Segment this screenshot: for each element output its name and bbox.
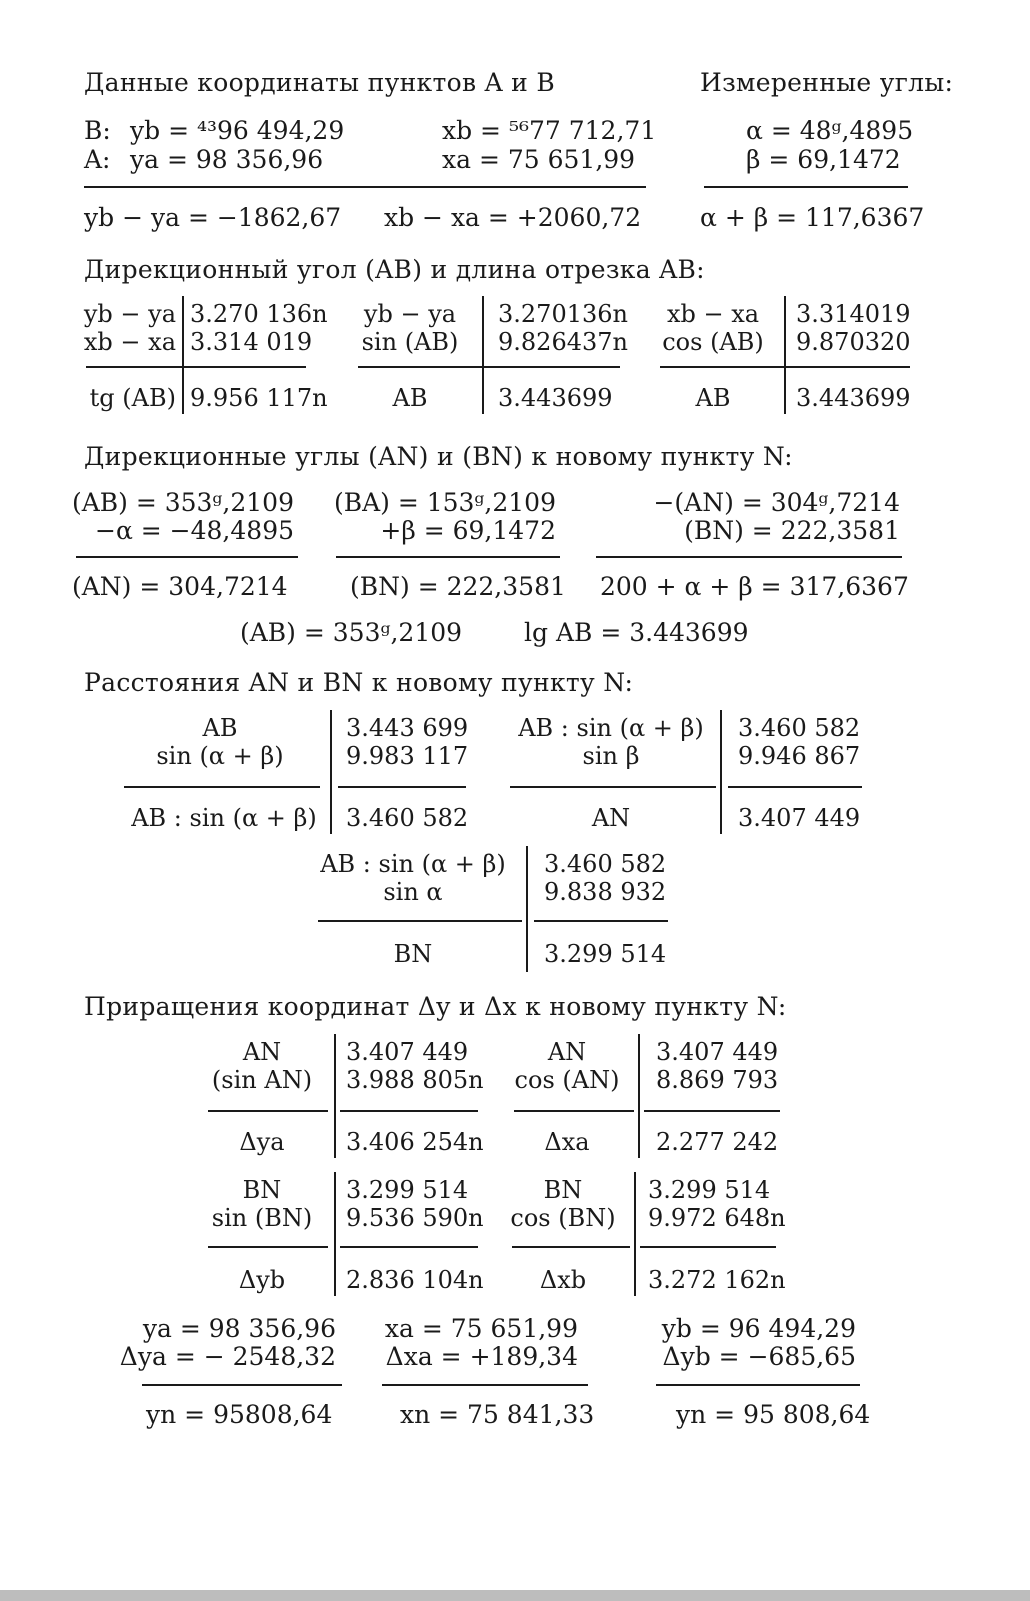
- table-label: AB : sin (α + β): [131, 804, 317, 832]
- table-label: xb − xa: [83, 328, 176, 356]
- table-rule: [340, 1110, 478, 1112]
- yb-line: yb = 96 494,29: [661, 1314, 856, 1343]
- table-label: BN: [543, 1176, 583, 1204]
- ya-value: ya = 98 356,96: [130, 145, 324, 174]
- table-value: 9.870320: [796, 328, 911, 356]
- table-label: xb − xa: [666, 300, 760, 328]
- table-value: 9.972 648n: [648, 1204, 786, 1232]
- table-divider: [526, 846, 528, 972]
- beta-value: β = 69,1472: [746, 145, 901, 174]
- table-divider: [330, 710, 332, 834]
- table-value: 3.460 582: [346, 804, 469, 832]
- alpha-value: α = 48ᵍ,4895: [746, 116, 914, 145]
- xn-result: xn = 75 841,33: [400, 1400, 595, 1429]
- table-value: 9.838 932: [544, 878, 667, 906]
- table-value: 9.946 867: [738, 742, 861, 770]
- dy-value: yb − ya = −1862,67: [84, 203, 342, 232]
- table-label: cos (BN): [510, 1204, 616, 1232]
- table-label: yb − ya: [363, 300, 457, 328]
- ya-line: ya = 98 356,96: [142, 1314, 336, 1343]
- table-value: 3.460 582: [738, 714, 861, 742]
- table-value: 9.826437n: [498, 328, 628, 356]
- check-result: 200 + α + β = 317,6367: [600, 572, 909, 601]
- table-rule: [534, 920, 668, 922]
- an-result: (AN) = 304,7214: [72, 572, 288, 601]
- dyb-line: Δyb = −685,65: [662, 1342, 856, 1371]
- xa-line: xa = 75 651,99: [384, 1314, 578, 1343]
- an-calc-line: (AB) = 353ᵍ,2109: [71, 488, 294, 517]
- table-label: AB: [392, 384, 428, 412]
- table-divider: [638, 1034, 640, 1158]
- table-rule: [318, 920, 522, 922]
- divider: [84, 186, 646, 188]
- divider: [336, 556, 560, 558]
- table-rule: [510, 786, 716, 788]
- table-value: 3.443 699: [346, 714, 469, 742]
- table-divider: [784, 296, 786, 414]
- table-label: tg (AB): [89, 384, 176, 412]
- check-calc-line: −(AN) = 304ᵍ,7214: [653, 488, 900, 517]
- xa-value: xa = 75 651,99: [442, 145, 636, 174]
- table-rule: [640, 1246, 776, 1248]
- table-divider: [182, 296, 184, 414]
- table-value: 3.407 449: [738, 804, 861, 832]
- table-label: BN: [242, 1176, 282, 1204]
- check-calc-line: (BN) = 222,3581: [684, 516, 900, 545]
- measured-angles-heading: Измеренные углы:: [700, 68, 954, 97]
- table-value: 2.277 242: [656, 1128, 779, 1156]
- table-divider: [634, 1172, 636, 1296]
- table-value: 3.407 449: [346, 1038, 469, 1066]
- table-label: AB : sin (α + β): [518, 714, 704, 742]
- table-rule: [208, 1246, 328, 1248]
- table-divider: [720, 710, 722, 834]
- lg-ab-footer: lg AB = 3.443699: [524, 618, 749, 647]
- table-label: AN: [242, 1038, 282, 1066]
- table-label: AB: [695, 384, 731, 412]
- table-value: 3.299 514: [346, 1176, 469, 1204]
- table-rule: [208, 1110, 328, 1112]
- table-rule: [644, 1110, 780, 1112]
- table-label: AN: [547, 1038, 587, 1066]
- divider: [142, 1384, 342, 1386]
- section4-heading: Расстояния AN и BN к новому пункту N:: [84, 668, 634, 697]
- divider: [382, 1384, 588, 1386]
- table-value: 3.299 514: [648, 1176, 771, 1204]
- table-label: AB: [202, 714, 238, 742]
- yb-value: yb = ⁴³96 494,29: [130, 116, 345, 145]
- ab-angle-footer: (AB) = 353ᵍ,2109: [240, 618, 463, 647]
- table-label: yb − ya: [83, 300, 176, 328]
- table-label: Δxb: [539, 1266, 587, 1294]
- point-a-label: A:: [84, 145, 111, 174]
- table-rule: [124, 786, 320, 788]
- table-rule: [728, 786, 862, 788]
- table-label: sin (BN): [211, 1204, 313, 1232]
- section3-heading: Дирекционные углы (AN) и (BN) к новому пункту N:: [84, 442, 793, 471]
- table-rule: [514, 1110, 634, 1112]
- table-rule: [512, 1246, 630, 1248]
- table-value: 3.272 162n: [648, 1266, 786, 1294]
- bn-result: (BN) = 222,3581: [350, 572, 566, 601]
- dya-line: Δya = − 2548,32: [119, 1342, 336, 1371]
- table-label: cos (AB): [662, 328, 764, 356]
- table-value: 2.836 104n: [346, 1266, 484, 1294]
- table-value: 3.443699: [796, 384, 911, 412]
- table-value: 3.270 136n: [190, 300, 328, 328]
- alpha-beta-sum: α + β = 117,6367: [700, 203, 925, 232]
- table-value: 3.460 582: [544, 850, 667, 878]
- table-divider: [334, 1034, 336, 1158]
- point-b-label: B:: [84, 116, 111, 145]
- table-label: (sin AN): [211, 1066, 313, 1094]
- section5-heading: Приращения координат Δy и Δx к новому пункту N:: [84, 992, 787, 1021]
- table-label: sin (α + β): [156, 742, 284, 770]
- table-value: 9.956 117n: [190, 384, 328, 412]
- xb-value: xb = ⁵⁶77 712,71: [442, 116, 657, 145]
- table-value: 3.406 254n: [346, 1128, 484, 1156]
- table-value: 3.407 449: [656, 1038, 779, 1066]
- table-label: BN: [393, 940, 433, 968]
- table-label: sin (AB): [361, 328, 459, 356]
- table-label: Δxa: [544, 1128, 590, 1156]
- table-label: sin β: [582, 742, 640, 770]
- divider: [704, 186, 908, 188]
- table-value: 9.983 117: [346, 742, 469, 770]
- table-rule: [358, 366, 620, 368]
- divider: [656, 1384, 860, 1386]
- table-label: AB : sin (α + β): [320, 850, 506, 878]
- table-rule: [660, 366, 910, 368]
- table-label: Δyb: [238, 1266, 286, 1294]
- table-label: cos (AN): [514, 1066, 620, 1094]
- table-label: sin α: [383, 878, 443, 906]
- scan-edge: [0, 1590, 1030, 1601]
- table-label: Δya: [239, 1128, 285, 1156]
- table-value: 3.270136n: [498, 300, 628, 328]
- divider: [76, 556, 298, 558]
- table-divider: [334, 1172, 336, 1296]
- table-value: 3.299 514: [544, 940, 667, 968]
- table-divider: [482, 296, 484, 414]
- bn-calc-line: (BA) = 153ᵍ,2109: [333, 488, 556, 517]
- dx-value: xb − xa = +2060,72: [384, 203, 642, 232]
- table-value: 8.869 793: [656, 1066, 779, 1094]
- table-value: 3.443699: [498, 384, 613, 412]
- section2-heading: Дирекционный угол (AB) и длина отрезка AB:: [84, 255, 705, 284]
- table-rule: [338, 786, 466, 788]
- yn-result-a: yn = 95808,64: [146, 1400, 333, 1429]
- table-value: 3.988 805n: [346, 1066, 484, 1094]
- yn-result-b: yn = 95 808,64: [676, 1400, 871, 1429]
- section1-heading: Данные координаты пунктов A и B: [84, 68, 556, 97]
- table-value: 3.314019: [796, 300, 911, 328]
- table-value: 9.536 590n: [346, 1204, 484, 1232]
- table-rule: [340, 1246, 478, 1248]
- divider: [596, 556, 902, 558]
- dxa-line: Δxa = +189,34: [385, 1342, 578, 1371]
- an-calc-line: −α = −48,4895: [95, 516, 294, 545]
- bn-calc-line: +β = 69,1472: [380, 516, 556, 545]
- table-label: AN: [591, 804, 631, 832]
- table-rule: [86, 366, 306, 368]
- table-value: 3.314 019: [190, 328, 313, 356]
